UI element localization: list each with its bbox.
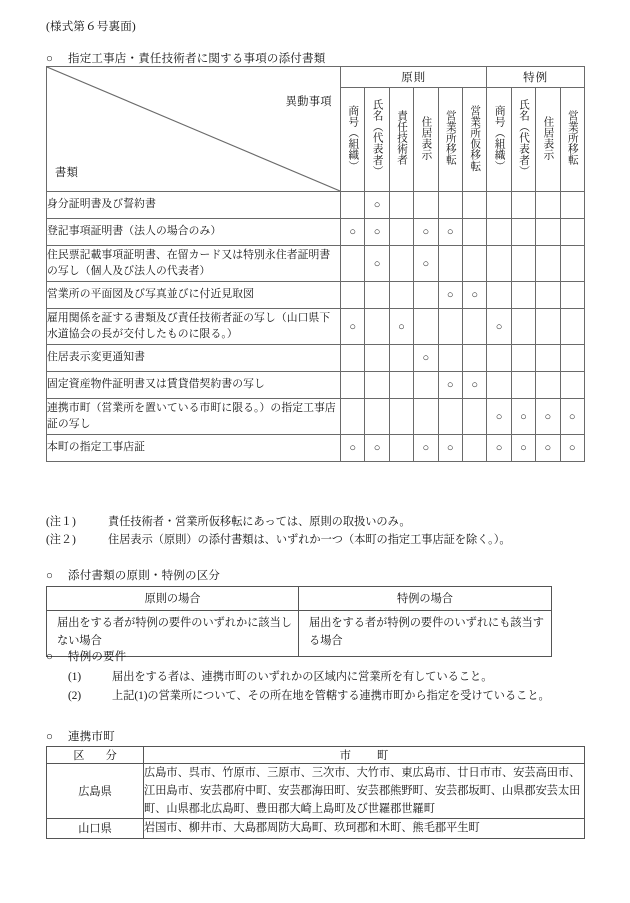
matrix-corner-bottom-label: 書類 (55, 167, 79, 179)
matrix-cell-r6-c9 (536, 345, 560, 372)
matrix-cell-r7-c10 (560, 372, 584, 399)
column-header-label: 商号（組織） (493, 104, 505, 172)
matrix-cell-r5-c2 (365, 309, 389, 345)
list-item (46, 687, 550, 706)
matrix-cell-r7-c6: ○ (462, 372, 486, 399)
matrix-cell-r3-c7 (487, 246, 511, 282)
matrix-cell-r9-c1: ○ (341, 435, 365, 462)
table-row (47, 345, 585, 372)
matrix-cell-r4-c2 (365, 282, 389, 309)
matrix-cell-r2-c2: ○ (365, 219, 389, 246)
matrix-cell-r2-c1: ○ (341, 219, 365, 246)
requirement-number: (1) (68, 671, 82, 683)
bullet-icon: ○ (46, 731, 54, 743)
matrix-cell-r7-c2 (365, 372, 389, 399)
list-item (46, 668, 550, 687)
table-header-row (47, 67, 585, 88)
table-row (47, 435, 585, 462)
section1-heading-text: 指定工事店・責任技術者に関する事項の添付書類 (68, 53, 326, 65)
section4-heading-text: 連携市町 (68, 731, 115, 743)
matrix-cell-r9-c9: ○ (536, 435, 560, 462)
matrix-cell-r3-c3 (389, 246, 413, 282)
table-row (47, 764, 585, 819)
matrix-cell-r1-c10 (560, 192, 584, 219)
table-row (47, 399, 585, 435)
matrix-cell-r9-c8: ○ (511, 435, 535, 462)
matrix-cell-r7-c8 (511, 372, 535, 399)
column-header-label: 責任技術者 (396, 110, 408, 166)
matrix-cell-r5-c7: ○ (487, 309, 511, 345)
document-name-cell: 住民票記載事項証明書、在留カード又は特別永住者証明書の写し（個人及び法人の代表者） (47, 246, 341, 282)
requirements-list (46, 668, 550, 706)
matrix-cell-r5-c10 (560, 309, 584, 345)
matrix-cell-r4-c10 (560, 282, 584, 309)
matrix-cell-r8-c1 (341, 399, 365, 435)
renkei-kubun-yamaguchi: 山口県 (47, 819, 144, 838)
diagonal-divider-icon (47, 67, 340, 191)
document-name-cell: 登記事項証明書（法人の場合のみ） (47, 219, 341, 246)
column-header-label: 住居表示 (420, 115, 432, 161)
matrix-cell-r3-c6 (462, 246, 486, 282)
matrix-cell-r1-c3 (389, 192, 413, 219)
matrix-group-header-tokurei: 特例 (487, 67, 585, 88)
renkei-header-shi: 市 (339, 750, 351, 762)
matrix-column-header-7 (487, 88, 511, 192)
matrix-cell-r4-c4 (414, 282, 438, 309)
matrix-cell-r2-c9 (536, 219, 560, 246)
matrix-cell-r3-c2: ○ (365, 246, 389, 282)
section-heading-attachments (46, 50, 325, 66)
matrix-cell-r9-c3 (389, 435, 413, 462)
requirement-number: (2) (68, 690, 82, 703)
matrix-cell-r2-c6 (462, 219, 486, 246)
matrix-cell-r9-c7: ○ (487, 435, 511, 462)
document-name-cell: 雇用関係を証する書類及び責任技術者証の写し（山口県下水道協会の長が交付したものに限る。） (47, 309, 341, 345)
matrix-cell-r1-c1 (341, 192, 365, 219)
matrix-cell-r7-c5: ○ (438, 372, 462, 399)
note-row (46, 513, 511, 531)
document-name-cell: 固定資産物件証明書又は賃貸借契約書の写し (47, 372, 341, 399)
kubun-body-tokurei: 届出をする者が特例の要件のいずれにも該当する場合 (299, 611, 552, 657)
table-row (47, 282, 585, 309)
matrix-column-header-3 (389, 88, 413, 192)
matrix-cell-r8-c3 (389, 399, 413, 435)
matrix-cell-r5-c6 (462, 309, 486, 345)
bullet-icon: ○ (46, 53, 54, 65)
matrix-cell-r1-c4 (414, 192, 438, 219)
matrix-cell-r7-c9 (536, 372, 560, 399)
matrix-cell-r4-c9 (536, 282, 560, 309)
matrix-cell-r4-c8 (511, 282, 535, 309)
matrix-cell-r7-c7 (487, 372, 511, 399)
matrix-cell-r6-c10 (560, 345, 584, 372)
matrix-cell-r9-c4: ○ (414, 435, 438, 462)
matrix-cell-r5-c4 (414, 309, 438, 345)
matrix-cell-r3-c9 (536, 246, 560, 282)
matrix-cell-r8-c5 (438, 399, 462, 435)
table-row (47, 747, 585, 764)
table-row (47, 819, 585, 838)
matrix-cell-r5-c5 (438, 309, 462, 345)
matrix-cell-r4-c7 (487, 282, 511, 309)
matrix-cell-r3-c5 (438, 246, 462, 282)
matrix-cell-r9-c6 (462, 435, 486, 462)
matrix-column-header-9 (536, 88, 560, 192)
attachment-notes (46, 513, 511, 549)
matrix-cell-r5-c9 (536, 309, 560, 345)
requirement-text: 届出をする者は、連携市町のいずれかの区域内に営業所を有していること。 (112, 671, 493, 683)
renkei-header-chou: 町 (377, 750, 389, 762)
matrix-cell-r3-c4: ○ (414, 246, 438, 282)
matrix-cell-r1-c6 (462, 192, 486, 219)
section-heading-kubun (46, 567, 220, 583)
matrix-cell-r8-c8: ○ (511, 399, 535, 435)
matrix-cell-r6-c6 (462, 345, 486, 372)
renkei-cities-yamaguchi: 岩国市、柳井市、大島郡周防大島町、玖珂郡和木町、熊毛郡平生町 (144, 819, 585, 838)
matrix-cell-r8-c4 (414, 399, 438, 435)
renkei-kubun-hiroshima: 広島県 (47, 764, 144, 819)
note-row (46, 531, 511, 549)
table-row (47, 219, 585, 246)
document-name-cell: 住居表示変更通知書 (47, 345, 341, 372)
matrix-cell-r8-c6 (462, 399, 486, 435)
matrix-cell-r6-c3 (389, 345, 413, 372)
column-header-label: 営業所移転 (444, 110, 456, 166)
column-header-label: 氏名（代表者） (518, 99, 530, 177)
matrix-cell-r8-c2 (365, 399, 389, 435)
matrix-cell-r1-c8 (511, 192, 535, 219)
bullet-icon: ○ (46, 651, 54, 663)
note-text: 責任技術者・営業所仮移転にあっては、原則の取扱いのみ。 (108, 516, 411, 528)
column-header-label: 商号（組織） (347, 104, 359, 172)
matrix-corner-top-label: 異動事項 (285, 96, 332, 108)
matrix-cell-r6-c5 (438, 345, 462, 372)
matrix-cell-r8-c9: ○ (536, 399, 560, 435)
section2-heading-text: 添付書類の原則・特例の区分 (68, 570, 221, 582)
matrix-cell-r6-c8 (511, 345, 535, 372)
renkei-header-kubun: 区 分 (47, 747, 144, 764)
matrix-cell-r2-c10 (560, 219, 584, 246)
matrix-cell-r7-c4 (414, 372, 438, 399)
matrix-cell-r5-c3: ○ (389, 309, 413, 345)
section3-heading-text: 特例の要件 (68, 651, 127, 663)
matrix-cell-r2-c4: ○ (414, 219, 438, 246)
column-header-label: 住居表示 (542, 115, 554, 161)
note-label: (注１) (46, 516, 76, 528)
matrix-cell-r4-c3 (389, 282, 413, 309)
matrix-column-header-8 (511, 88, 535, 192)
kubun-body-gensoku: 届出をする者が特例の要件のいずれかに該当しない場合 (47, 611, 299, 657)
matrix-column-header-5 (438, 88, 462, 192)
matrix-cell-r6-c1 (341, 345, 365, 372)
matrix-cell-r9-c5: ○ (438, 435, 462, 462)
table-row (47, 309, 585, 345)
kubun-header-gensoku: 原則の場合 (47, 587, 299, 611)
matrix-cell-r7-c3 (389, 372, 413, 399)
matrix-cell-r2-c3 (389, 219, 413, 246)
matrix-cell-r3-c8 (511, 246, 535, 282)
document-name-cell: 身分証明書及び誓約書 (47, 192, 341, 219)
matrix-cell-r5-c8 (511, 309, 535, 345)
matrix-cell-r9-c10: ○ (560, 435, 584, 462)
matrix-cell-r4-c6: ○ (462, 282, 486, 309)
matrix-cell-r5-c1: ○ (341, 309, 365, 345)
renkei-header-city (144, 747, 585, 764)
matrix-column-header-6 (462, 88, 486, 192)
matrix-cell-r9-c2: ○ (365, 435, 389, 462)
matrix-cell-r7-c1 (341, 372, 365, 399)
matrix-cell-r6-c2 (365, 345, 389, 372)
matrix-cell-r1-c9 (536, 192, 560, 219)
column-header-label: 営業所仮移転 (469, 104, 481, 172)
matrix-cell-r2-c5: ○ (438, 219, 462, 246)
matrix-cell-r2-c8 (511, 219, 535, 246)
renkei-municipalities-table (46, 746, 585, 839)
matrix-column-header-4 (414, 88, 438, 192)
document-name-cell: 連携市町（営業所を置いている市町に限る。）の指定工事店証の写し (47, 399, 341, 435)
note-text: 住居表示（原則）の添付書類は、いずれか一つ（本町の指定工事店証を除く。）。 (108, 534, 511, 547)
attachment-matrix-table (46, 66, 585, 462)
renkei-cities-hiroshima: 広島市、呉市、竹原市、三原市、三次市、大竹市、東広島市、廿日市市、安芸高田市、江田島市、安芸郡府中町、安芸郡海田町、安芸郡熊野町、安芸郡坂町、山県郡安芸太田町、山県郡北広島町、豊田郡大崎上島町及び世羅郡世羅町 (144, 764, 585, 819)
document-name-cell: 本町の指定工事店証 (47, 435, 341, 462)
section-heading-requirements (46, 648, 127, 664)
kubun-table (46, 586, 552, 657)
matrix-column-header-2 (365, 88, 389, 192)
matrix-cell-r1-c2: ○ (365, 192, 389, 219)
matrix-group-header-gensoku: 原則 (341, 67, 487, 88)
note-label: (注２) (46, 534, 76, 547)
matrix-cell-r3-c10 (560, 246, 584, 282)
document-name-cell: 営業所の平面図及び写真並びに付近見取図 (47, 282, 341, 309)
matrix-cell-r3-c1 (341, 246, 365, 282)
matrix-cell-r8-c7: ○ (487, 399, 511, 435)
matrix-cell-r2-c7 (487, 219, 511, 246)
matrix-cell-r1-c5 (438, 192, 462, 219)
matrix-column-header-10 (560, 88, 584, 192)
matrix-column-header-1 (341, 88, 365, 192)
table-row (47, 192, 585, 219)
matrix-cell-r8-c10: ○ (560, 399, 584, 435)
column-header-label: 氏名（代表者） (371, 99, 383, 177)
bullet-icon: ○ (46, 570, 54, 582)
matrix-cell-r4-c5: ○ (438, 282, 462, 309)
table-row (47, 246, 585, 282)
table-row (47, 372, 585, 399)
column-header-label: 営業所移転 (566, 110, 578, 166)
matrix-corner-cell (47, 67, 341, 192)
matrix-cell-r1-c7 (487, 192, 511, 219)
requirement-text: 上記(1)の営業所について、その所在地を管轄する連携市町から指定を受けていること。 (112, 690, 550, 703)
matrix-cell-r6-c7 (487, 345, 511, 372)
matrix-cell-r4-c1 (341, 282, 365, 309)
section-heading-renkei (46, 728, 115, 744)
table-row (47, 587, 552, 611)
matrix-cell-r6-c4: ○ (414, 345, 438, 372)
form-reference: (様式第６号裏面) (46, 21, 136, 33)
kubun-header-tokurei: 特例の場合 (299, 587, 552, 611)
